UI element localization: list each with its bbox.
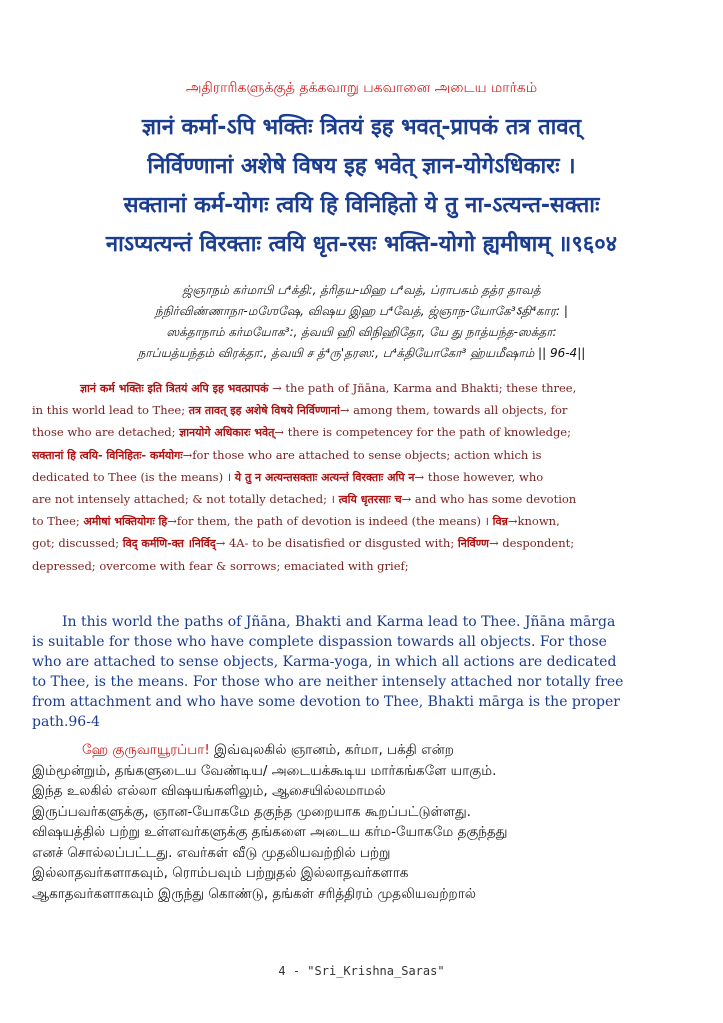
meaning-english: → and who has some devotion [401, 491, 577, 506]
tamil-line: எனச் சொல்லப்பட்டது. எவர்கள் வீடு முதலியவற்றில் பற்று [32, 844, 391, 861]
tamil-line: இம்மூன்றும், தங்களுடைய வேண்டிய/ அடையக்கூடிய மார்கங்களே யாகும். [32, 762, 497, 779]
meaning-line [32, 532, 686, 554]
tamil-transliteration [30, 280, 693, 364]
sloka-line: सक्तानां कर्म-योगः त्वयि हि विनिहितो ये तु ना-ऽत्यन्त-सक्ताः [123, 193, 600, 218]
meaning-english: → the path of Jñāna, Karma and Bhakti; these three, [272, 381, 577, 395]
meaning-english: → 4A- to be disatisfied or disgusted with; [215, 536, 458, 551]
meaning-sanskrit: सक्तानां हि त्वयि- विनिहितः- कर्मयोगः [32, 448, 183, 462]
meaning-sanskrit: विन्न [492, 515, 508, 529]
meaning-line [32, 399, 686, 421]
meaning-english: →for those who are attached to sense objects; action which is [182, 447, 542, 462]
meaning-english: got; discussed; [32, 536, 123, 551]
meaning-sanskrit: तत्र तावत् इह अशेषे विषये निर्विण्णानां [188, 404, 340, 418]
translit-line: ஜ்ஞாநம் கர்மாபி ப⁴க்தி:, த்ரிதய-மிஹ ப⁴வத், ப்ராபகம் தத்ர தாவத் [182, 283, 541, 297]
tamil-line [32, 740, 692, 761]
tamil-translation [32, 740, 692, 904]
english-line: is suitable for those who have complete dispassion towards all objects. For those [32, 634, 607, 650]
meaning-sanskrit: निर्विण्ण [457, 537, 489, 551]
english-line: who are attached to sense objects, Karma-yoga, in which all actions are dedicated [32, 654, 617, 670]
english-line: from attachment and who have some devotion to Thee, Bhakti mārga is the proper [32, 694, 620, 710]
meaning-english: in this world lead to Thee; [32, 403, 189, 418]
tamil-line: இந்த உலகில் எல்லா விஷயங்களிலும், ஆசையில்லமாமல் [32, 783, 386, 799]
meaning-line [32, 377, 686, 399]
meaning-sanskrit: अमीषां भक्तियोगः हि [83, 515, 168, 529]
sloka-line: निर्विण्णानां अशेषे विषय इह भवेत् ज्ञान-योगेऽधिकारः । [147, 154, 576, 179]
meaning-sanskrit: ये तु न अत्यन्तसक्ताः अत्यन्तं विरक्ताः अपि न [234, 470, 415, 484]
word-meanings [32, 377, 686, 577]
meaning-sanskrit: विद् कर्मणि-क्त ।निर्विद् [122, 537, 216, 551]
meaning-sanskrit: ज्ञानं कर्म भक्तिः इति त्रितयं अपि इह भवत्प्रापकं [80, 382, 269, 395]
translit-line: ந்நிர்விண்ணாநா-மஶேஷே, விஷய இஹ ப⁴வேத், ஜ்ஞாந-யோகே³ऽதி⁴கார: | [155, 304, 568, 318]
meaning-line [32, 466, 686, 488]
meaning-english: to Thee; [32, 514, 84, 529]
tamil-line: இருப்பவர்களுக்கு, ஞான-யோகமே தகுந்த முறையாக கூறப்பட்டுள்ளது. [32, 803, 471, 820]
meaning-line [32, 555, 686, 577]
meaning-english: depressed; overcome with fear & sorrows; emaciated with grief; [32, 558, 409, 573]
meaning-line [32, 421, 686, 443]
meaning-english: →known, [507, 514, 560, 529]
sloka-line: नाऽप्यत्यन्तं विरक्ताः त्वयि धृत-रसः भक्ति-योगो ह्यमीषाम् ॥९६०४ [105, 232, 618, 257]
meaning-line [32, 488, 686, 510]
meaning-english: those who are detached; [32, 425, 180, 440]
tamil-text: இவ்வுலகில் ஞானம், கர்மா, பக்தி என்ற [209, 742, 454, 758]
translit-line: நாப்யத்யந்தம் விரக்தா:, த்வயி ச த்⁴ரு'தரஸ:, ப⁴க்தியோகோ³ ஹ்யமீஷாம் || 96-4|| [137, 346, 586, 360]
tamil-line: இல்லாதவர்களாகவும், ரொம்பவும் பற்றுதல் இல்லாதவர்களாக [32, 865, 409, 881]
meaning-sanskrit: त्वयि धृतरसाः च [338, 492, 402, 506]
tamil-line: விஷயத்தில் பற்று உள்ளவர்களுக்கு தங்களை அடைய கர்ம-யோகமே தகுந்தது [32, 824, 508, 840]
meaning-line [32, 444, 686, 466]
page-footer: 4 - "Sri_Krishna_Saras" [278, 964, 445, 978]
english-line: In this world the paths of Jñāna, Bhakti and Karma lead to Thee. Jñāna mārga [62, 614, 616, 630]
english-line: to Thee, is the means. For those who are neither intensely attached nor totally free [32, 674, 624, 690]
english-line: path.96-4 [32, 714, 100, 730]
meaning-english: →for them, the path of devotion is indeed (the means) । [167, 514, 493, 529]
meaning-line [32, 510, 686, 532]
meaning-english: → those however, who [414, 469, 544, 484]
english-translation [32, 612, 686, 732]
meaning-english: → there is competencey for the path of knowledge; [274, 425, 571, 440]
meaning-english: dedicated to Thee (is the means) । [32, 469, 235, 484]
tamil-line: ஆகாதவர்களாகவும் இருந்து கொண்டு, தங்கள் சரித்திரம் முதலியவற்றால் [32, 885, 476, 902]
sanskrit-sloka [20, 108, 703, 264]
meaning-english: → among them, towards all objects, for [339, 403, 568, 418]
section-heading: அதிராரிகளுக்குத் தக்கவாறு பகவானை அடைய மார்கம் [185, 80, 538, 96]
meaning-english: are not intensely attached; & not totally detached; । [32, 491, 339, 506]
sloka-line: ज्ञानं कर्मा-ऽपि भक्तिः त्रितयं इह भवत्-प्रापकं तत्र तावत् [141, 115, 582, 140]
tamil-invocation: ஹே குருவாயூரப்பா! [82, 742, 210, 758]
meaning-english: → despondent; [488, 536, 575, 551]
meaning-sanskrit: ज्ञानयोगे अधिकारः भवेत् [179, 426, 275, 440]
translit-line: ஸக்தாநாம் கர்மயோக³:, த்வயி ஹி விநிஹிதோ, யே து நாத்யந்த-ஸக்தா: [166, 325, 557, 339]
